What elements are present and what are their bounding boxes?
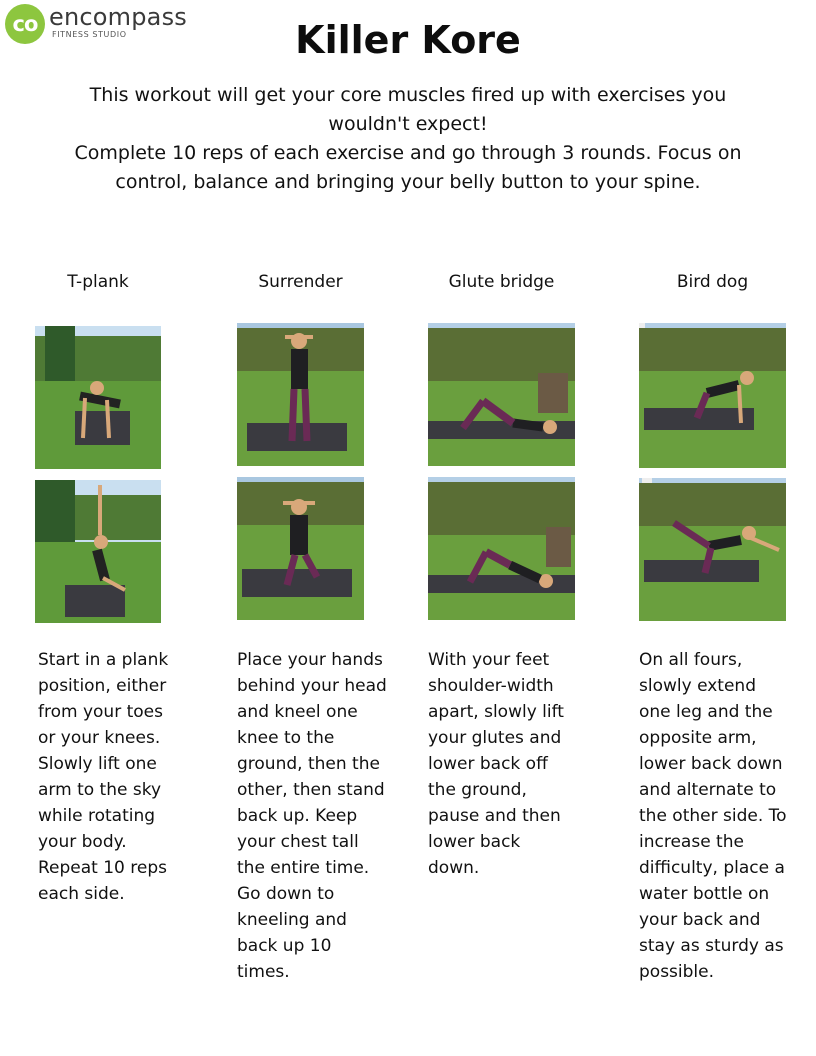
glute-bridge-down-photo — [428, 323, 575, 466]
exercise-title-t-plank: T-plank — [67, 272, 129, 292]
logo-mark: co — [5, 4, 45, 44]
exercise-description-glute-bridge: With your feet shoulder-width apart, slowly lift your glutes and lower back off the ground, pause and then lower back down. — [428, 650, 564, 878]
exercise-description-surrender: Place your hands behind your head and kneel one knee to the ground, then the other, then stand back up. Keep your chest tall the entire time. Go down to kneeling and back up 10 times. — [237, 650, 387, 982]
exercise-title-surrender: Surrender — [258, 272, 343, 292]
exercise-title-bird-dog: Bird dog — [676, 272, 749, 292]
glute-bridge-up-photo — [428, 477, 575, 620]
logo-name: encompass — [49, 3, 187, 31]
intro-text — [50, 81, 766, 197]
logo-subtitle: FITNESS STUDIO — [52, 30, 127, 39]
bird-dog-extended-photo — [639, 478, 786, 621]
surrender-kneeling-photo — [237, 477, 364, 620]
exercise-description-t-plank: Start in a plank position, either from your toes or your knees. Slowly lift one arm to the sky while rotating your body. Repeat 10 reps each side. — [38, 650, 169, 904]
t-plank-start-photo — [35, 326, 161, 469]
intro-paragraph: Complete 10 reps of each exercise and go through 3 rounds. Focus on control, balance and bringing your belly button to your spine. — [74, 142, 742, 193]
bird-dog-start-photo — [639, 323, 786, 468]
page-title: Killer Kore — [295, 18, 521, 62]
t-plank-arm-raised-photo — [35, 480, 161, 623]
intro-paragraph: This workout will get your core muscles fired up with exercises you wouldn't expect! — [89, 84, 727, 135]
exercise-description-bird-dog: On all fours, slowly extend one leg and the opposite arm, lower back down and alternate to the other side. To increase the difficulty, place a water bottle on your back and stay as sturdy as possible. — [639, 650, 787, 982]
surrender-standing-photo — [237, 323, 364, 466]
exercise-title-glute-bridge: Glute bridge — [448, 272, 555, 292]
